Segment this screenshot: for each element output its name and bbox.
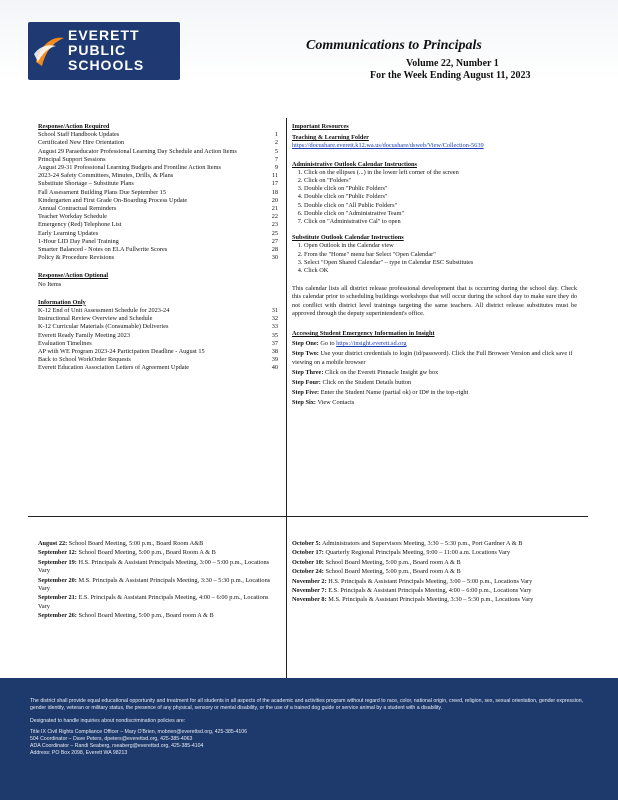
toc-entry-page: 17 [271, 180, 278, 188]
event-date: October 24: [292, 568, 324, 576]
toc-entry-title: Smarter Balanced - Notes on ELA Fullwrite Scores [38, 246, 168, 254]
table-of-contents [38, 123, 278, 373]
insight-link[interactable]: https://insight.everett.sd.org [336, 340, 407, 348]
toc-entry-title: Principal Support Sessions [38, 155, 106, 163]
toc-entry[interactable] [38, 148, 278, 156]
information-only-list [38, 307, 278, 373]
event-description: School Board Meeting, 5:00 p.m., Board room A & B [325, 568, 461, 576]
column-divider [286, 118, 287, 760]
insight-step-label: Step Four: [292, 379, 321, 387]
instruction-step: 1. Click on the ellipses (...) in the lower left corner of the screen [304, 169, 577, 177]
toc-entry[interactable] [38, 254, 278, 262]
event-item [292, 587, 577, 595]
toc-entry-page: 20 [271, 196, 278, 204]
event-description: Quarterly Regional Principals Meeting, 9:00 – 11:00 a.m. Locations Vary [325, 549, 511, 557]
insight-step [292, 399, 577, 407]
action-required-heading: Response/Action Required [38, 123, 110, 130]
toc-entry-page: 18 [271, 188, 278, 196]
toc-entry[interactable] [38, 323, 278, 331]
insight-step-text: Enter the Student Name (partial ok) or ID# in the top-right [320, 389, 469, 397]
events-list-left [38, 540, 278, 622]
insight-step-text: Click on the Student Details button [322, 379, 412, 387]
instruction-step: 3. Double click on "Public Folders" [304, 185, 577, 193]
event-date: October 10: [292, 558, 324, 566]
instruction-step: 1. Open Outlook in the Calendar view [304, 242, 577, 250]
insight-steps-list [292, 340, 577, 407]
outlook-steps-list [292, 169, 577, 226]
toc-entry[interactable] [38, 332, 278, 340]
toc-entry-title: Everett Education Association Letters of Agreement Update [38, 364, 190, 372]
event-item [292, 549, 577, 557]
toc-entry-title: Everett Ready Family Meeting 2023 [38, 331, 130, 339]
toc-entry-title: August 29-31 Professional Learning Budgets and Frontline Action Items [38, 164, 221, 172]
toc-entry-page: 40 [271, 364, 278, 372]
event-item [292, 559, 577, 567]
action-optional-text: No Items [38, 280, 62, 288]
instruction-step: 7. Click on "Administrative Cal" to open [304, 218, 577, 226]
toc-entry-title: Annual Contractual Reminders [38, 205, 117, 213]
event-description: E.S. Principals & Assistant Principals Meeting, 4:00 – 6:00 p.m., Locations Vary [328, 587, 532, 595]
insight-step-label: Step Five: [292, 389, 320, 397]
toc-entry[interactable] [38, 131, 278, 139]
event-date: November 7: [292, 587, 327, 595]
newsletter-title: Communications to Principals [306, 38, 482, 53]
toc-entry-page: 22 [271, 213, 278, 221]
resources-heading: Important Resources [292, 123, 349, 130]
toc-entry-page: 30 [271, 254, 278, 262]
toc-entry-title: Certificated New Hire Orientation [38, 139, 125, 147]
event-date: November 8: [292, 596, 327, 604]
insight-step-text: View Contacts [317, 399, 355, 407]
event-item [38, 559, 278, 576]
event-item [292, 578, 577, 586]
toc-entry-page: 2 [274, 139, 278, 147]
event-date: September 20: [38, 576, 77, 584]
event-date: August 22: [38, 540, 68, 547]
insight-step-label: Step Six: [292, 399, 316, 407]
toc-entry-page: 21 [271, 205, 278, 213]
instruction-step: 4. Click OK [304, 267, 577, 275]
event-description: Administrators and Supervisors Meeting, 3:30 – 5:30 p.m., Port Gardner A & B [321, 540, 523, 547]
toc-entry[interactable] [38, 364, 278, 372]
insight-step-text: Use your district credentials to login (id/password). Click the Full Browser Version and click save if viewing on a mobile browser [292, 350, 573, 366]
toc-entry-title: Substitute Shortage – Substitute Plans [38, 180, 134, 188]
toc-entry-page: 11 [271, 172, 278, 180]
event-date: September 26: [38, 612, 77, 620]
toc-entry-title: School Staff Handbook Updates [38, 131, 120, 139]
instruction-step: 2. From the "Home" menu bar Select "Open Calendar" [304, 251, 577, 259]
toc-entry[interactable] [38, 356, 278, 364]
event-description: E.S. Principals & Assistant Principals Meeting, 4:00 – 6:00 p.m., Locations Vary [38, 594, 269, 610]
toc-entry-title: Early Learning Updates [38, 229, 99, 237]
substitute-steps-list [292, 242, 577, 275]
toc-entry[interactable] [38, 315, 278, 323]
toc-entry-page: 28 [271, 246, 278, 254]
substitute-paragraph: This calendar lists all district release professional development that is occurring during the school day. Check this calendar prior to scheduling buildings workshops that will occur during the school day to make sure they do not conflict with district level trainings targeting the same teachers. All district release substitutes must be approved through the deputy superintendent's office. [292, 285, 577, 317]
toc-entry[interactable] [38, 189, 278, 197]
insight-step-text: Click on the Everett Pinnacle Insight gw box [325, 368, 439, 376]
information-only-heading: Information Only [38, 298, 86, 306]
insight-heading: Accessing Student Emergency Information in Insight [292, 330, 435, 338]
action-required-list [38, 131, 278, 262]
toc-entry[interactable] [38, 172, 278, 180]
toc-entry-page: 38 [271, 348, 278, 356]
toc-entry-page: 35 [271, 331, 278, 339]
toc-entry-title: 2023-24 Safety Committees, Minutes, Drills, & Plans [38, 172, 174, 180]
instruction-step: 2. Click on "Folders" [304, 177, 577, 185]
toc-entry-page: 9 [274, 164, 278, 172]
toc-entry-page: 1 [274, 131, 278, 139]
event-description: M.S. Principals & Assistant Principals Meeting, 3:30 – 5:30 p.m., Locations Vary [328, 596, 534, 604]
insight-step [292, 350, 577, 366]
toc-entry-title: K-12 End of Unit Assessment Schedule for 2023-24 [38, 307, 170, 315]
toc-entry-title: AP with WE Program 2023-24 Participation Deadline - August 15 [38, 348, 205, 356]
event-date: September 19: [38, 558, 77, 566]
toc-entry[interactable] [38, 348, 278, 356]
toc-entry[interactable] [38, 205, 278, 213]
district-address: Address: PO Box 2098, Everett WA 98213 [30, 750, 128, 756]
toc-entry[interactable] [38, 246, 278, 254]
toc-entry-page: 32 [271, 315, 278, 323]
toc-entry-title: Policy & Procedure Revisions [38, 254, 115, 262]
event-item [38, 594, 278, 611]
logo-wordmark: EVERETT PUBLIC SCHOOLS [68, 27, 145, 73]
instruction-step: 6. Double click on "Administrative Team" [304, 210, 577, 218]
event-description: School Board Meeting, 5:00 p.m., Board Room A&B [68, 540, 204, 547]
tl-folder-link[interactable]: https://docushare.everett.k12.wa.us/docushare/dsweb/View/Collection-5639 [292, 142, 484, 150]
toc-entry-page: 27 [271, 237, 278, 245]
event-description: H.S. Principals & Assistant Principals Meeting, 3:00 – 5:00 p.m., Locations Vary [38, 558, 270, 575]
volume-number: Volume 22, Number 1 [406, 58, 499, 69]
events-list-right [292, 540, 577, 606]
toc-entry-title: K-12 Curricular Materials (Consumable) Deliveries [38, 323, 169, 331]
event-item [38, 612, 278, 620]
event-item [292, 596, 577, 604]
event-description: H.S. Principals & Assistant Principals Meeting, 3:00 – 5:00 p.m., Locations Vary [328, 577, 533, 585]
insight-step [292, 389, 577, 397]
event-item [292, 568, 577, 576]
instruction-step: 4. Double click on "Public Folders" [304, 193, 577, 201]
toc-entry-title: Fall Assessment Building Plans Due September 15 [38, 188, 167, 196]
toc-entry-title: August 29 Paraeducator Professional Learning Day Schedule and Action Items [38, 147, 237, 155]
toc-entry[interactable] [38, 156, 278, 164]
insight-step-label: Step Two: [292, 350, 319, 358]
instruction-step: 3. Select "Open Shared Calendar" – type in Calendar ESC Substitutes [304, 259, 577, 267]
event-date: October 17: [292, 549, 324, 557]
toc-entry-page: 31 [271, 307, 278, 315]
insight-step [292, 379, 577, 387]
event-description: School Board Meeting, 5:00 p.m., Board room A & B [325, 558, 461, 566]
ada-contact: ADA Coordinator – Randi Seaberg, rseaberg@everettsd.org, 425-385-4104 [30, 743, 204, 749]
event-description: School Board Meeting, 5:00 p.m., Board room A & B [78, 612, 214, 620]
district-logo [28, 22, 180, 80]
toc-entry-title: Teacher Workday Schedule [38, 213, 107, 221]
resources-column [292, 123, 577, 408]
event-date: November 2: [292, 577, 327, 585]
toc-entry[interactable] [38, 238, 278, 246]
insight-step [292, 369, 577, 377]
event-item [292, 540, 577, 548]
event-date: October 5: [292, 540, 321, 547]
toc-entry-page: 39 [271, 356, 278, 364]
toc-entry-page: 5 [274, 147, 278, 155]
toc-entry[interactable] [38, 139, 278, 147]
toc-entry-page: 33 [271, 323, 278, 331]
toc-entry[interactable] [38, 307, 278, 315]
toc-entry[interactable] [38, 340, 278, 348]
toc-entry[interactable] [38, 230, 278, 238]
event-item [38, 540, 278, 548]
event-item [38, 549, 278, 557]
event-date: September 21: [38, 594, 77, 602]
swoosh-icon [32, 32, 66, 72]
insight-step-label: Step Three: [292, 368, 324, 376]
action-optional-heading: Response/Action Optional [38, 272, 109, 280]
toc-entry-title: Kindergarten and First Grade On-Boarding Process Update [38, 196, 188, 204]
instruction-step: 5. Double click on "All Public Folders" [304, 202, 577, 210]
event-item [38, 577, 278, 594]
toc-entry-page: 23 [271, 221, 278, 229]
title-ix-contact: Title IX Civil Rights Compliance Officer – Mary O'Brien, mobrien@everettsd.org, 425-385-4106 [30, 729, 248, 735]
toc-entry-page: 25 [271, 229, 278, 237]
toc-entry-page: 37 [271, 339, 278, 347]
toc-entry[interactable] [38, 213, 278, 221]
footer [0, 678, 618, 800]
toc-entry[interactable] [38, 221, 278, 229]
week-ending: For the Week Ending August 11, 2023 [370, 70, 531, 81]
substitute-instructions-heading: Substitute Outlook Calendar Instructions [292, 234, 404, 242]
designated-contacts-intro: Designated to handle inquiries about nondiscrimination policies are: [30, 718, 186, 724]
toc-entry-title: Emergency (Red) Telephone List [38, 221, 122, 229]
insight-step [292, 340, 577, 348]
toc-entry-title: Evaluation Timelines [38, 339, 92, 347]
tl-folder-heading: Teaching & Learning Folder [292, 134, 369, 142]
event-description: M.S. Principals & Assistant Principals Meeting, 3:30 – 5:30 p.m., Locations Vary [38, 576, 271, 593]
outlook-instructions-heading: Administrative Outlook Calendar Instructions [292, 160, 417, 168]
insight-step-text: Go to [320, 340, 335, 348]
event-date: September 12: [38, 549, 77, 557]
toc-entry-title: 1-Hour LID Day Panel Training [38, 237, 119, 245]
toc-entry[interactable] [38, 197, 278, 205]
toc-entry-title: Instructional Review Overview and Schedule [38, 315, 153, 323]
toc-entry-title: Back to School WorkOrder Requests [38, 356, 131, 364]
section-divider [28, 516, 588, 517]
toc-entry-page: 7 [274, 155, 278, 163]
nondiscrimination-statement: The district shall provide equal educational opportunity and treatment for all students in all aspects of the academic and activities program without regard to race, color, national origin, creed, religion, sex, sexual orientation, gender expression, gender identity, veteran or military status, the presence of any physical, sensory or mental disability, or the use of a trained dog guide or service animal by a student with a disability. [30, 698, 584, 711]
toc-entry[interactable] [38, 180, 278, 188]
event-description: School Board Meeting, 5:00 p.m., Board Room A & B [78, 549, 216, 557]
insight-step-label: Step One: [292, 340, 319, 348]
toc-entry[interactable] [38, 164, 278, 172]
section-504-contact: 504 Coordinator – Dave Peters, dpeters@everettsd.org, 425-385-4063 [30, 736, 193, 742]
